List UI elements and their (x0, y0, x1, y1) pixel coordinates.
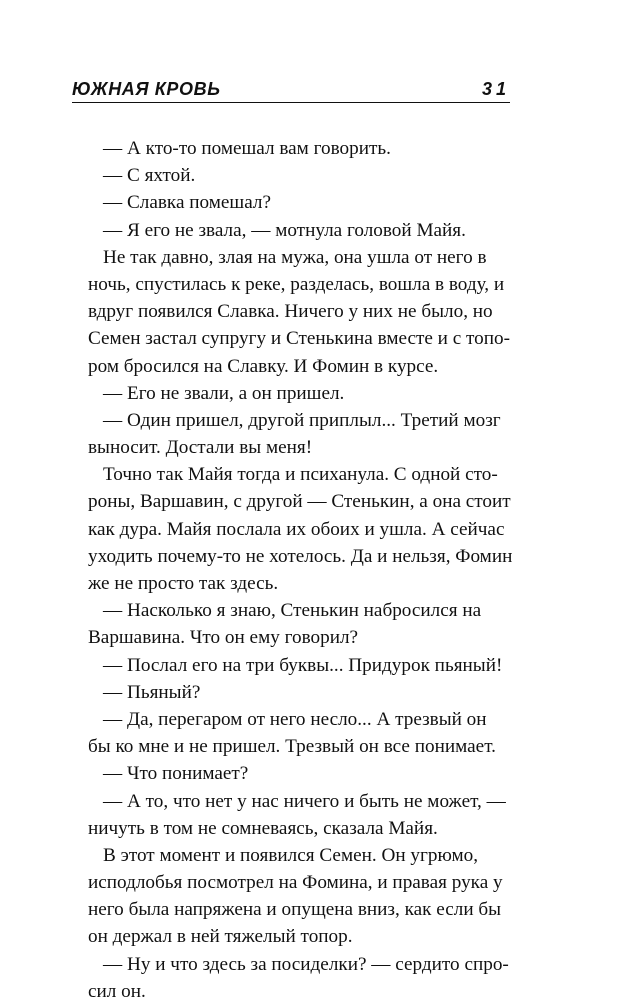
text-line: — А кто-то помешал вам говорить. (103, 138, 391, 159)
text-line: вдруг появился Славка. Ничего у них не было, но (88, 301, 493, 323)
text-line: — Славка помешал? (103, 192, 271, 214)
page-number: 31 (481, 79, 510, 99)
text-line: выносит. Достали вы меня! (88, 437, 313, 459)
text-line: — Ну и что здесь за посиделки? — сердито спро- (103, 953, 509, 975)
text-line: он держал в ней тяжелый топор. (88, 926, 353, 948)
text-line: ром бросился на Славку. И Фомин в курсе. (88, 355, 439, 377)
text-line: уходить почему-то не хотелось. Да и нельзя, Фомин (88, 545, 513, 567)
book-title: ЮЖНАЯ КРОВЬ (72, 79, 221, 99)
text-line: — Его не звали, а он пришел. (103, 382, 345, 404)
text-line: бы ко мне и не пришел. Трезвый он все понимает. (88, 736, 496, 758)
text-line: роны, Варшавин, с другой — Стенькин, а она стоит (88, 491, 511, 513)
text-line: Варшавина. Что он ему говорил? (88, 627, 359, 649)
text-line: — Пьяный? (103, 681, 201, 703)
text-line: — Насколько я знаю, Стенькин набросился на (103, 600, 482, 622)
text-line: Точно так Майя тогда и психанула. С одной сто- (103, 464, 498, 486)
text-line: — Послал его на три буквы... Придурок пьяный! (103, 654, 503, 676)
text-line: — Я его не звала, — мотнула головой Майя. (103, 219, 466, 241)
text-line: сил он. (88, 980, 146, 1002)
text-line: — С яхтой. (103, 165, 196, 187)
text-line: — Да, перегаром от него несло... А трезвый он (103, 708, 487, 730)
text-line: же не просто так здесь. (88, 573, 279, 594)
text-line: Не так давно, злая на мужа, она ушла от него в (103, 246, 487, 268)
header-rule (72, 102, 510, 103)
text-line: исподлобья посмотрел на Фомина, и правая рука у (88, 872, 503, 894)
text-line: — Что понимает? (103, 763, 249, 785)
text-line: ничуть в том не сомневаясь, сказала Майя. (88, 817, 438, 839)
text-line: него была напряжена и опущена вниз, как если бы (88, 899, 502, 921)
text-line: — А то, что нет у нас ничего и быть не может, — (103, 790, 506, 812)
text-line: В этот момент и появился Семен. Он угрюмо, (103, 844, 479, 866)
text-line: — Один пришел, другой приплыл... Третий мозг (103, 409, 501, 431)
body-text (88, 135, 512, 1005)
running-header (72, 78, 510, 108)
text-line: как дура. Майя послала их обоих и ушла. А сейчас (88, 518, 505, 540)
text-line: Семен застал супругу и Стенькина вместе и с топо- (88, 328, 511, 350)
text-line: ночь, спустилась к реке, разделась, вошла в воду, и (88, 273, 505, 295)
